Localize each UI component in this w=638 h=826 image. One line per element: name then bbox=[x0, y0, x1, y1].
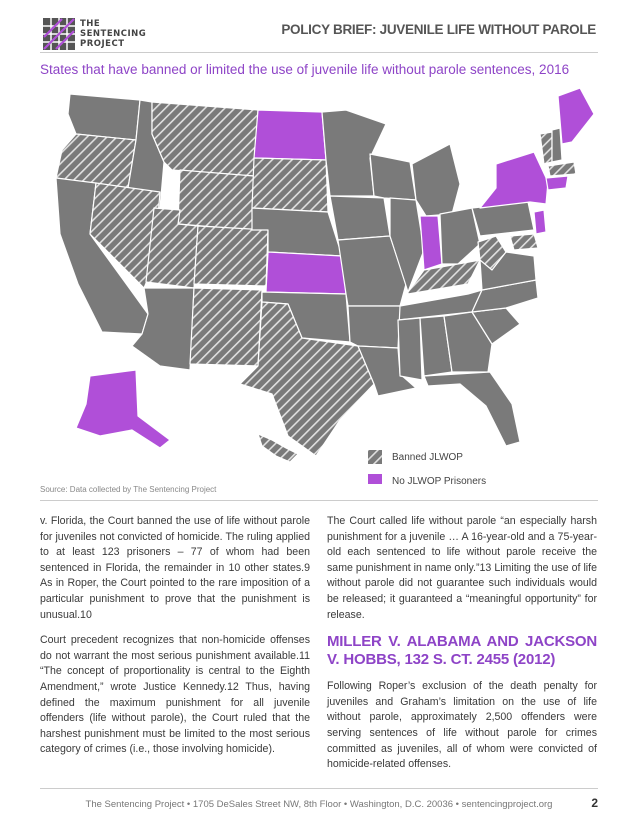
state-colorado bbox=[194, 226, 268, 286]
state-vermont bbox=[540, 132, 552, 164]
page-number: 2 bbox=[591, 796, 598, 810]
right-paragraph-2: Following Roper’s exclusion of the death penalty for juveniles and Graham’s limitation on the use of life without parole, approximately 2,500 offenders were serving sentences of life without parole for crimes committed as juveniles, all of whom were convicted of homicide-related offenses. bbox=[327, 680, 597, 771]
right-paragraph-1: The Court called life without parole “an especially harsh punishment for a juvenile … A 16-year-old and a 75-year-old each sentenced to life without parole receive the same punishment in name only.”13 Limiting the use of life without parole did not guarantee such individuals would be released; it guaranteed a “meaningful opportunity” for release. bbox=[327, 515, 597, 621]
state-massachusetts bbox=[548, 162, 576, 176]
legend-swatch-banned bbox=[368, 450, 382, 464]
state-michigan bbox=[412, 144, 460, 216]
state-arkansas bbox=[348, 306, 400, 348]
legend-no-prisoners: No JLWOP Prisoners bbox=[392, 476, 487, 487]
footer-text: The Sentencing Project • 1705 DeSales Street NW, 8th Floor • Washington, D.C. 20036 • sentencingproject.org bbox=[85, 799, 553, 810]
right-column bbox=[327, 514, 597, 783]
state-iowa bbox=[330, 196, 390, 240]
legend-banned: Banned JLWOP bbox=[392, 452, 463, 463]
header-divider bbox=[40, 52, 598, 53]
state-south-dakota bbox=[252, 158, 328, 212]
state-washington bbox=[68, 94, 140, 140]
footer-divider bbox=[40, 788, 598, 789]
brief-title: POLICY BRIEF: JUVENILE LIFE WITHOUT PAROLE bbox=[281, 22, 596, 37]
state-montana bbox=[152, 102, 258, 176]
state-wisconsin bbox=[370, 154, 416, 200]
left-paragraph-2: Court precedent recognizes that non-homicide offenses do not warrant the most serious punishment available.11 “The concept of proportionality is central to the Eighth Amendment,” wrote Justice Kennedy.12 Thus, having defined the maximum punishment for all juvenile offenders (life without parole), the Court ruled that the harshest punishment must be limited to the most serious category of crimes (i.e., those involving homicide). bbox=[40, 634, 310, 756]
section-heading: MILLER V. ALABAMA AND JACKSON V. HOBBS, 132 S. CT. 2455 (2012) bbox=[327, 633, 597, 669]
state-north-dakota bbox=[254, 110, 326, 160]
logo-line-3: PROJECT bbox=[80, 39, 125, 49]
state-maine bbox=[558, 88, 594, 144]
logo-text bbox=[80, 19, 146, 49]
state-wyoming bbox=[178, 170, 254, 230]
legend-swatch-no-prisoners bbox=[368, 474, 382, 484]
map-source: Source: Data collected by The Sentencing Project bbox=[40, 485, 217, 494]
map-title: States that have banned or limited the use of juvenile life without parole sentences, 2016 bbox=[40, 62, 570, 77]
state-new-york bbox=[480, 152, 548, 208]
left-column bbox=[40, 514, 310, 768]
state-kansas bbox=[266, 252, 346, 294]
state-indiana bbox=[420, 216, 442, 270]
state-new-mexico bbox=[190, 288, 262, 366]
map-divider bbox=[40, 500, 598, 501]
state-new-jersey bbox=[534, 210, 546, 234]
state-delaware-maryland bbox=[510, 234, 538, 250]
us-map bbox=[40, 84, 600, 484]
state-alaska bbox=[76, 370, 170, 448]
left-paragraph-1: v. Florida, the Court banned the use of life without parole for juveniles not convicted of homicide. The ruling applied to at least 123 prisoners – 77 of whom had been sentenced in Florida, the remainder in 10 other states.9 As in Roper, the Court pointed to the rare imposition of a particular punishment to prove that the punishment is unusual.10 bbox=[40, 515, 310, 621]
logo-mark-icon bbox=[42, 17, 76, 51]
logo-line-1: THE bbox=[80, 19, 101, 29]
logo bbox=[42, 17, 170, 53]
logo-line-2: SENTENCING bbox=[80, 29, 147, 39]
state-florida bbox=[424, 372, 520, 446]
state-connecticut-ri bbox=[546, 176, 568, 190]
state-mississippi bbox=[398, 318, 422, 380]
